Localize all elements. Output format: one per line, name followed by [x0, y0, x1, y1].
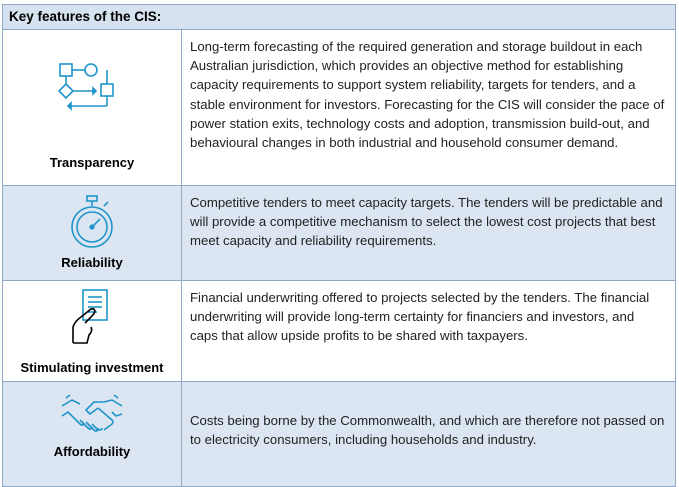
feature-text-stimulating-investment: Financial underwriting offered to projects selected by the tenders. The financial underwriting will provide long-term certainty for financiers and investors, and caps that allow upside profits to be shared with taxpayers.: [190, 290, 650, 344]
feature-label-stimulating-investment: Stimulating investment: [20, 360, 164, 375]
feature-text-affordability: Costs being borne by the Commonwealth, and which are therefore not passed on to electricity consumers, including households and industry.: [190, 413, 665, 448]
icon-cell-reliability: [3, 186, 182, 280]
flowchart-icon: [52, 56, 132, 116]
features-table: [2, 4, 676, 487]
feature-label-affordability: Affordability: [53, 444, 131, 459]
table-header: Key features of the CIS:: [3, 5, 675, 30]
feature-row-affordability: [3, 382, 675, 486]
feature-row-reliability: [3, 186, 675, 281]
icon-cell-affordability: [3, 382, 182, 486]
document-hand-icon: [67, 287, 117, 349]
icon-cell-stimulating-investment: [3, 281, 182, 381]
icon-cell-transparency: [3, 30, 182, 185]
stopwatch-icon: [67, 194, 117, 252]
feature-row-transparency: [3, 30, 675, 186]
feature-row-stimulating-investment: [3, 281, 675, 382]
feature-text-transparency: Long-term forecasting of the required generation and storage buildout in each Australian jurisdiction, which provides an objective method for establishing capacity requirements to support system reliability, targets for tenders, and a stable environment for investors. Forecasting for the CIS will consider the pace of power station exits, technology costs and adoption, transmission build-out, and behavioural changes in both industrial and household consumer demand.: [190, 39, 665, 151]
feature-text-reliability: Competitive tenders to meet capacity targets. The tenders will be predictable and will provide a competitive mechanism to select the lowest cost projects that best meet capacity and reliability requirements.: [190, 195, 663, 249]
feature-label-transparency: Transparency: [49, 155, 135, 170]
handshake-icon: [60, 392, 124, 436]
feature-label-reliability: Reliability: [61, 255, 123, 270]
